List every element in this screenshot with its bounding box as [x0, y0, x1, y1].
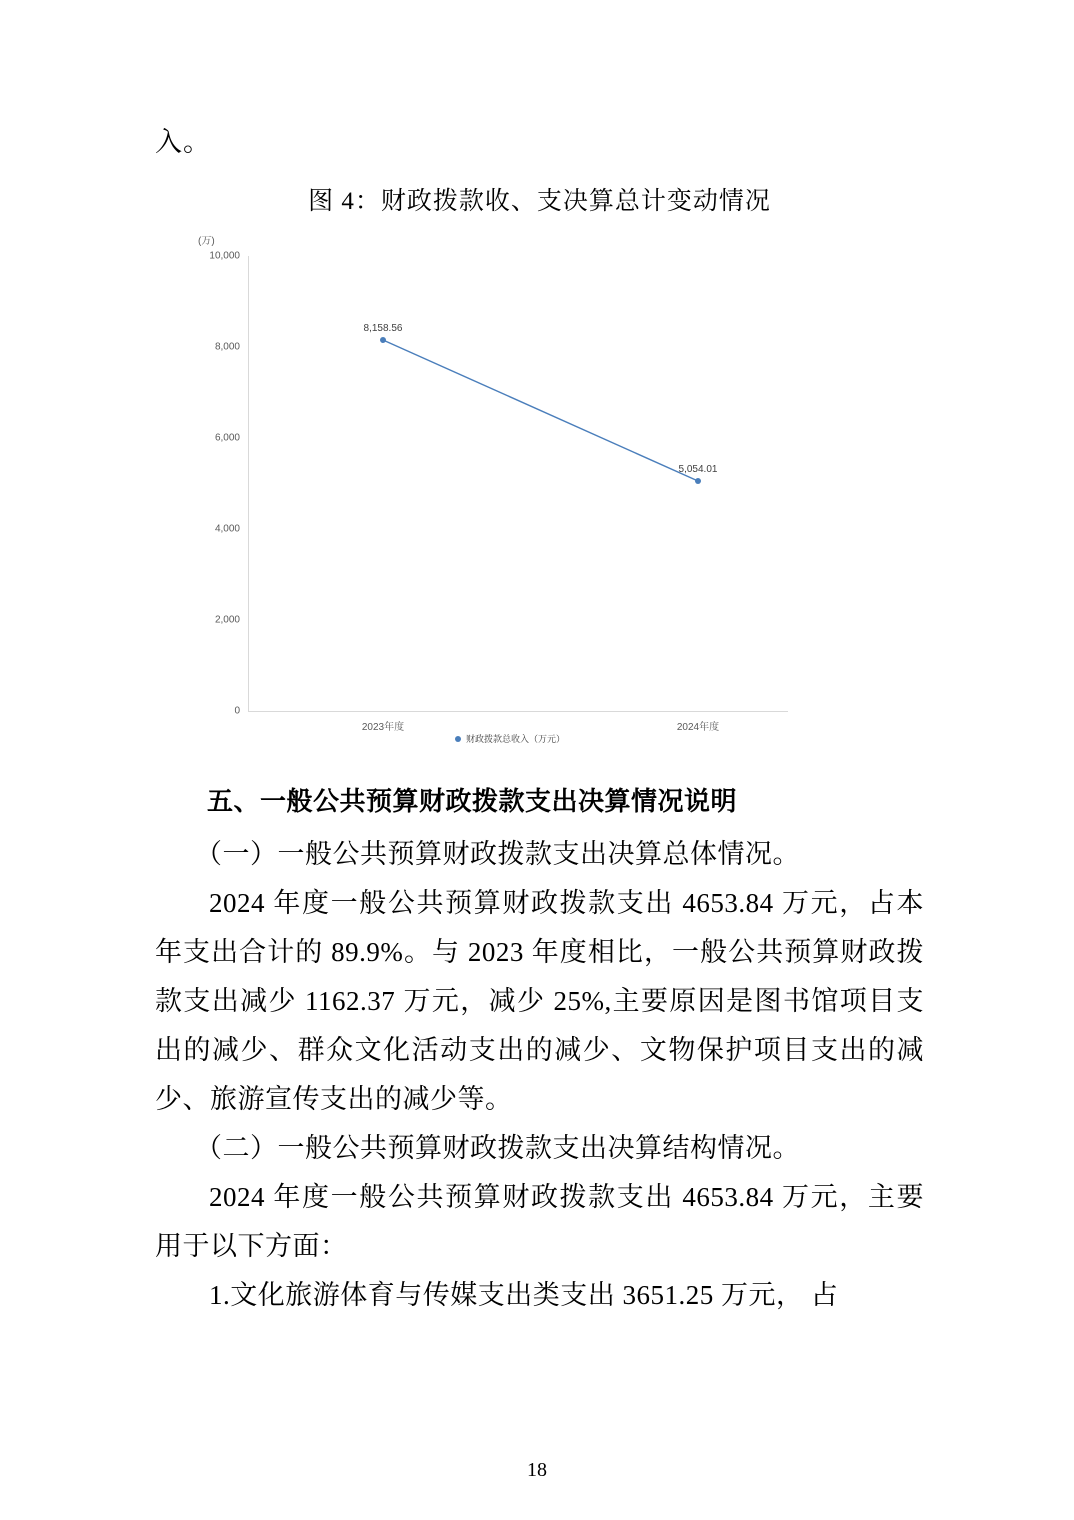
series-line: [248, 256, 788, 711]
x-axis-line: [248, 711, 788, 712]
y-axis-tick: 10,000: [209, 250, 240, 262]
legend-marker-icon: [455, 736, 461, 742]
paragraph: （二）一般公共预算财政拨款支出决算结构情况。: [195, 1133, 800, 1163]
data-point-label: 8,158.56: [363, 323, 403, 334]
y-axis-tick: 0: [234, 705, 240, 717]
chart-unit-label: (万): [198, 236, 215, 247]
paragraph: （一）一般公共预算财政拨款支出决算总体情况。: [195, 839, 800, 869]
y-axis-tick: 8,000: [214, 341, 240, 353]
paragraph: 2024 年度一般公共预算财政拨款支出 4653.84 万元，主要用于以下方面：: [155, 1182, 924, 1261]
lead-text: 入。: [155, 127, 211, 157]
chart-plot-area: [209, 250, 788, 717]
x-axis-tick: 2023年度: [361, 722, 405, 733]
page-number: 18: [527, 1459, 547, 1481]
line-chart: [190, 232, 830, 752]
paragraph: 2024 年度一般公共预算财政拨款支出 4653.84 万元，占本年支出合计的 89.9%。与 2023 年度相比，一般公共预算财政拨款支出减少 1162.37 万元，减少 25%,主要原因是图书馆项目支出的减少、群众文化活动支出的减少、文物保护项目支出的减少、旅游宣传支出的减少等。: [155, 888, 924, 1114]
section-heading: 五、一般公共预算财政拨款支出决算情况说明: [207, 787, 738, 817]
y-axis-tick: 6,000: [214, 432, 240, 444]
data-point: [380, 337, 386, 343]
x-axis-tick: 2024年度: [676, 722, 720, 733]
legend-label: 财政拨款总收入（万元）: [465, 734, 565, 744]
y-axis-tick: 4,000: [214, 523, 240, 535]
y-axis-tick: 2,000: [214, 614, 240, 626]
data-point-label: 5,054.01: [678, 464, 718, 475]
data-point: [695, 478, 701, 484]
chart-legend: [190, 732, 830, 745]
figure-title: 图 4：财政拨款收、支决算总计变动情况: [308, 188, 771, 215]
paragraph: 1.文化旅游体育与传媒支出类支出 3651.25 万元， 占: [209, 1280, 839, 1310]
